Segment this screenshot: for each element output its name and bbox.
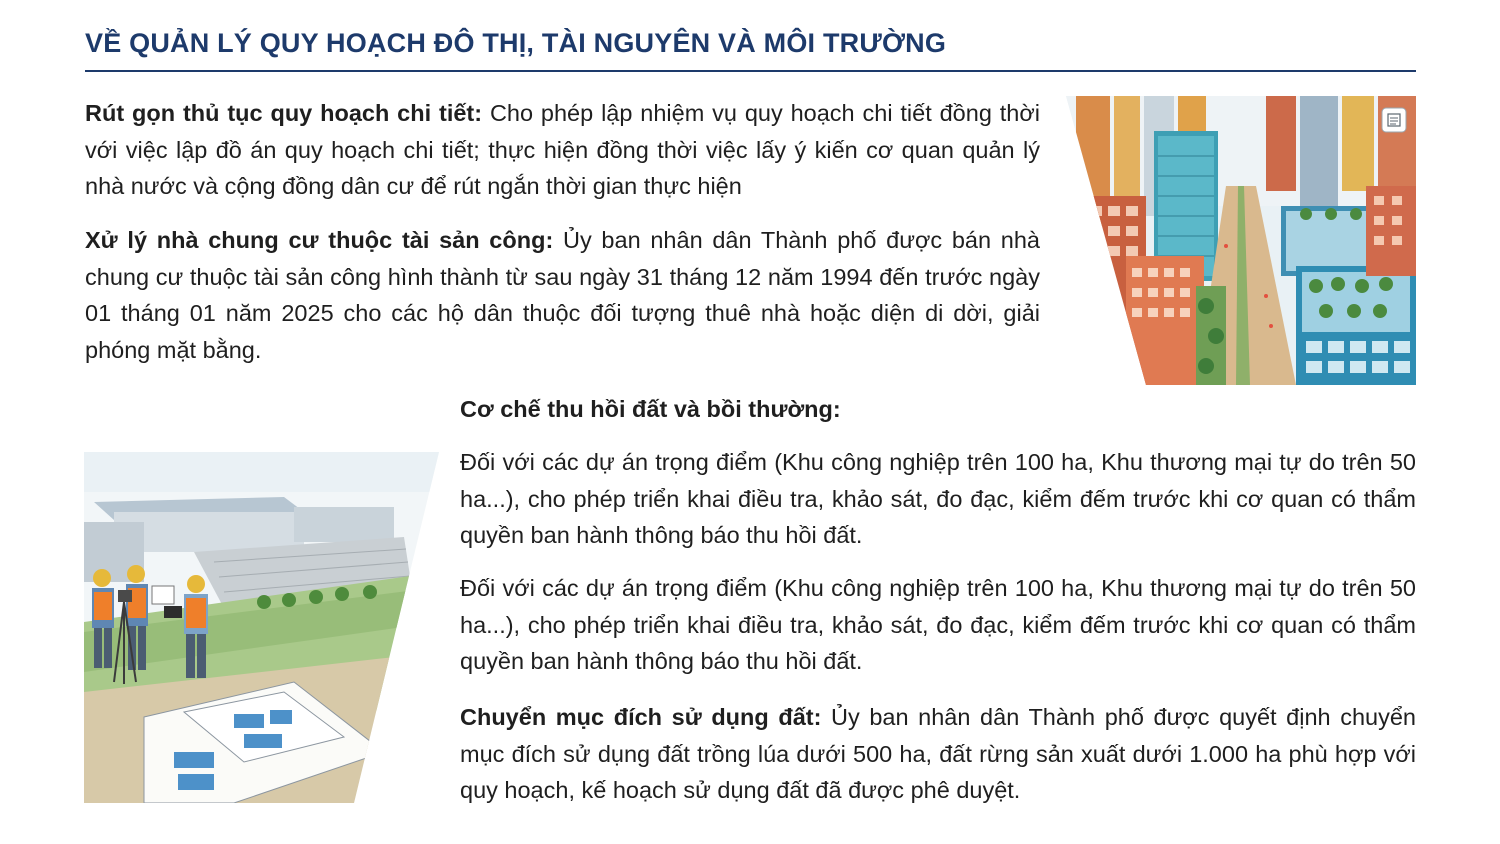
section-text: Ủy ban nhân dân Thành phố được quyết định chuyển mục đích sử dụng đất trồng lúa dưới 500 ha, đất rừng sản xuất dưới 1.000 ha phù hợp với quy hoạch, kế hoạch sử dụng đất đã được phê duyệt. — [460, 704, 1416, 803]
section-heading: Xử lý nhà chung cư thuộc tài sản công: — [85, 227, 554, 253]
section-text: Cho phép lập nhiệm vụ quy hoạch chi tiết đồng thời với việc lập đồ án quy hoạch chi tiết; thực hiện đồng thời việc lấy ý kiến cơ quan quản lý nhà nước và cộng đồng dân cư để rút ngắn thời gian thực hiện — [85, 100, 1040, 199]
section-land-use-conversion — [460, 699, 1416, 809]
section-heading: Rút gọn thủ tục quy hoạch chi tiết: — [85, 100, 483, 126]
section-text: Đối với các dự án trọng điểm (Khu công nghiệp trên 100 ha, Khu thương mại tự do trên 50 ha...), cho phép triển khai điều tra, khảo sát, đo đạc, kiểm đếm trước khi cơ quan có thẩm quyền ban hành thông báo thu hồi đất. — [460, 449, 1416, 548]
section-text: Ủy ban nhân dân Thành phố được bán nhà chung cư thuộc tài sản công hình thành từ sau ngày 31 tháng 12 năm 1994 đến trước ngày 01 tháng 01 năm 2025 cho các hộ dân thuộc đối tượng thuê nhà hoặc diện di dời, giải phóng mặt bằng. — [85, 227, 1040, 363]
section-land-recovery-item-1 — [460, 444, 1416, 554]
page-title: VỀ QUẢN LÝ QUY HOẠCH ĐÔ THỊ, TÀI NGUYÊN VÀ MÔI TRƯỜNG — [85, 28, 947, 58]
section-public-apartments — [85, 222, 1040, 368]
city-illustration — [1066, 96, 1416, 385]
title-divider — [85, 70, 1416, 72]
section-heading: Chuyển mục đích sử dụng đất: — [460, 704, 822, 730]
section-text: Đối với các dự án trọng điểm (Khu công nghiệp trên 100 ha, Khu thương mại tự do trên 50 ha...), cho phép triển khai điều tra, khảo sát, đo đạc, kiểm đếm trước khi cơ quan có thẩm quyền ban hành thông báo thu hồi đất. — [460, 575, 1416, 674]
section-detailed-planning — [85, 95, 1040, 205]
land-survey-illustration — [84, 452, 439, 803]
section-heading: Cơ chế thu hồi đất và bồi thường: — [460, 396, 841, 422]
section-land-recovery — [460, 391, 1416, 428]
section-land-recovery-item-2 — [460, 570, 1416, 680]
document-badge-icon — [1382, 108, 1406, 132]
